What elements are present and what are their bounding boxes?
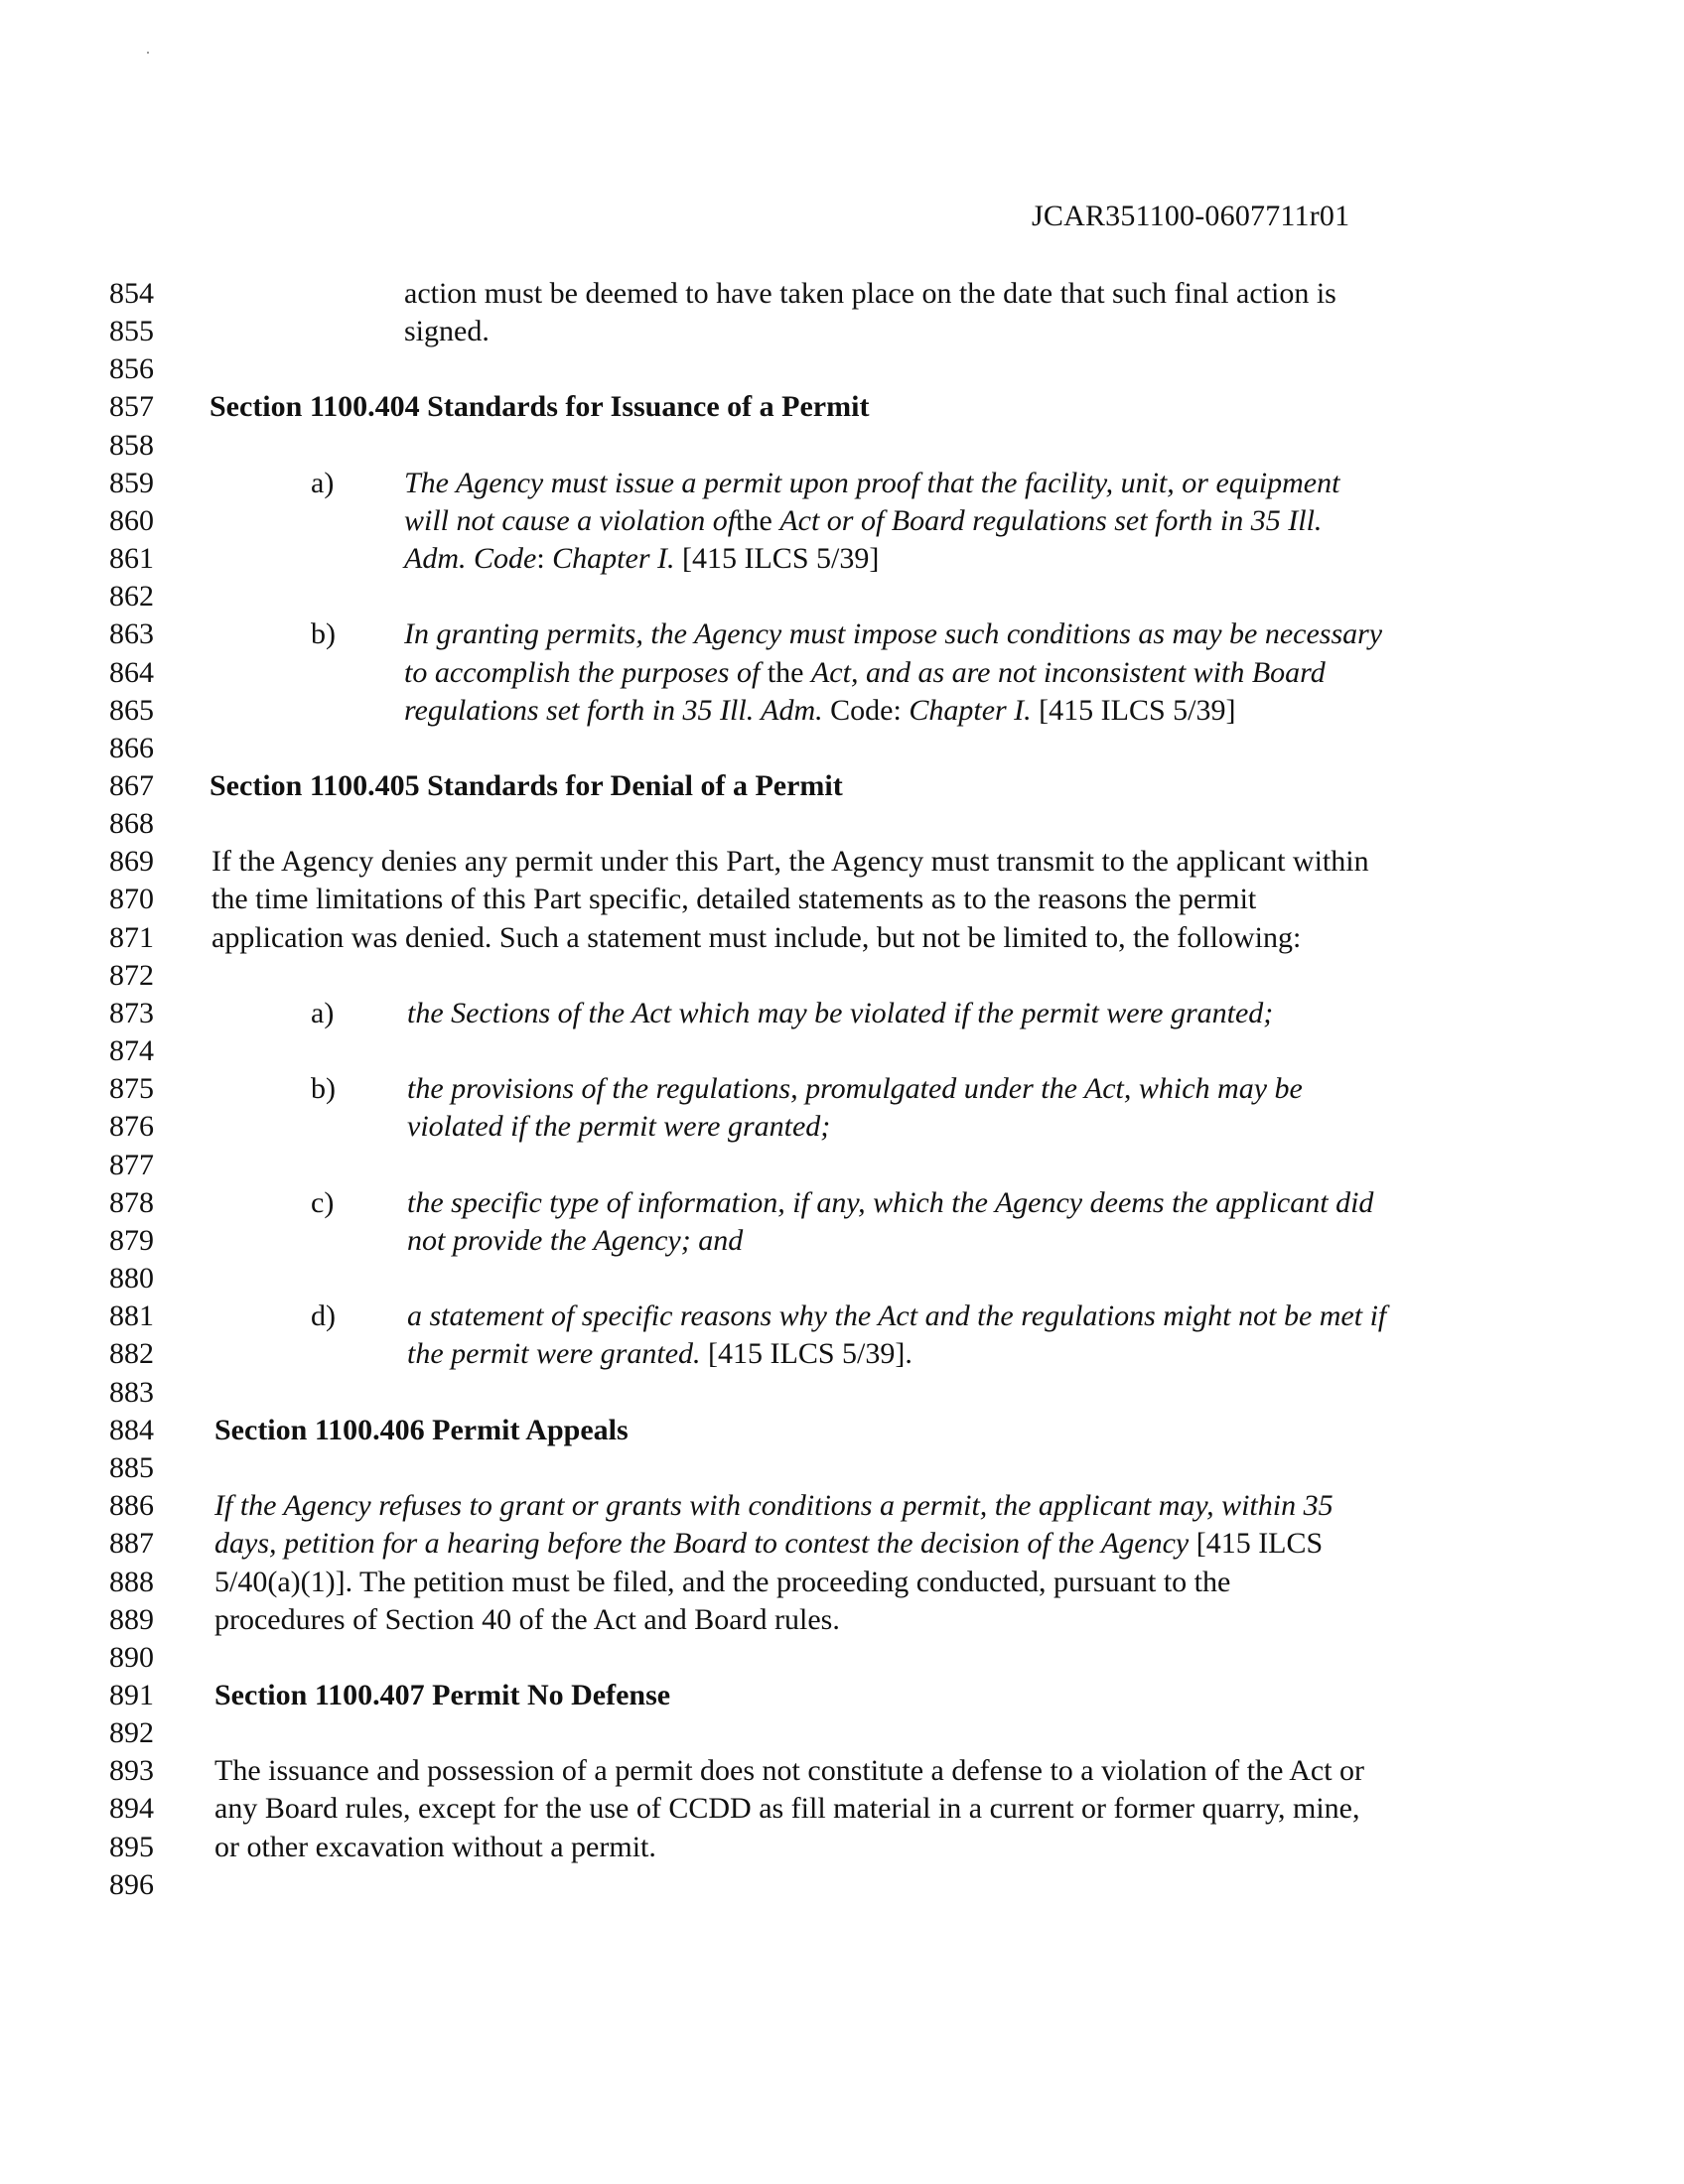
line-number: 880: [109, 1262, 154, 1295]
body-text: [214, 1564, 1230, 1601]
text-run: Section 1100.405 Standards for Denial of a Permit: [210, 769, 843, 802]
line-number: 895: [109, 1831, 154, 1863]
line-number: 871: [109, 921, 154, 954]
line-number: 870: [109, 883, 154, 915]
section-heading: [210, 388, 869, 426]
line-number: 888: [109, 1566, 154, 1598]
line-number: 872: [109, 959, 154, 992]
line-number: 885: [109, 1451, 154, 1484]
text-run: the: [736, 504, 780, 537]
body-text: [211, 919, 1301, 957]
line-number: 863: [109, 617, 154, 650]
text-line: [0, 578, 1684, 615]
list-marker: b): [311, 617, 336, 650]
body-text: [214, 1487, 1333, 1525]
line-number: 879: [109, 1224, 154, 1257]
text-line: [0, 1525, 1684, 1563]
body-text: [211, 881, 1256, 918]
text-run: the specific type of information, if any, which the Agency deems the applicant did: [407, 1186, 1374, 1219]
scan-speck: [147, 52, 149, 54]
document-id: JCAR351100-0607711r01: [1032, 200, 1350, 232]
line-number: 856: [109, 352, 154, 385]
body-text: [407, 1222, 743, 1260]
text-line: [0, 1752, 1684, 1790]
line-number: 867: [109, 769, 154, 802]
text-run: a statement of specific reasons why the Act and the regulations might not be met if: [407, 1299, 1387, 1332]
line-number: 887: [109, 1527, 154, 1560]
text-line: [0, 654, 1684, 692]
text-run: application was denied. Such a statement must include, but not be limited to, the following:: [211, 921, 1302, 954]
body-text: [407, 1070, 1303, 1108]
text-run: any Board rules, except for the use of CCDD as fill material in a current or former quarry, mine,: [214, 1792, 1360, 1825]
text-run: Act, and as are not inconsistent with Board: [810, 656, 1326, 689]
body-text: [404, 502, 1322, 540]
text-run: signed.: [404, 315, 490, 347]
line-number: 896: [109, 1868, 154, 1901]
line-number: 873: [109, 997, 154, 1029]
text-run: [415 ILCS 5/39].: [700, 1337, 912, 1370]
body-text: [407, 995, 1273, 1032]
text-line: [0, 805, 1684, 843]
text-line: [0, 957, 1684, 995]
text-line: [0, 1335, 1684, 1373]
text-run: the Sections of the Act which may be violated if the permit were granted;: [407, 997, 1274, 1029]
section-heading: [214, 1677, 670, 1714]
text-line: [0, 1564, 1684, 1601]
line-number: 869: [109, 845, 154, 878]
text-run: Section 1100.407 Permit No Defense: [214, 1679, 671, 1711]
line-number: 881: [109, 1299, 154, 1332]
text-run: [415 ILCS: [1189, 1527, 1324, 1560]
text-run: days, petition for a hearing before the Board to contest the decision of the Agency: [214, 1527, 1190, 1560]
text-run: If the Agency denies any permit under this Part, the Agency must transmit to the applicant within: [211, 845, 1369, 878]
text-run: Section 1100.406 Permit Appeals: [214, 1414, 629, 1446]
body-text: [214, 1829, 656, 1866]
list-marker: b): [311, 1072, 336, 1105]
text-run: violated if the permit were granted;: [407, 1110, 831, 1143]
list-marker: a): [311, 997, 335, 1029]
text-line: [0, 615, 1684, 653]
line-number: 874: [109, 1034, 154, 1067]
line-number: 865: [109, 694, 154, 727]
text-run: 5/40(a)(1)]. The petition must be filed, and the proceeding conducted, pursuant to the: [214, 1566, 1231, 1598]
text-line: [0, 1866, 1684, 1904]
line-number: 868: [109, 807, 154, 840]
text-line: [0, 1032, 1684, 1070]
text-line: [0, 388, 1684, 426]
text-run: The Agency must issue a permit upon proof that the facility, unit, or equipment: [404, 467, 1340, 499]
body-text: [404, 540, 879, 578]
text-run: regulations set forth in 35 Ill. Adm.: [404, 694, 823, 727]
text-line: [0, 1147, 1684, 1184]
text-line: [0, 881, 1684, 918]
body-text: [214, 1601, 840, 1639]
text-line: [0, 540, 1684, 578]
text-line: [0, 275, 1684, 313]
line-number: 884: [109, 1414, 154, 1446]
text-run: Act or of Board regulations set forth in 35 Ill.: [779, 504, 1323, 537]
text-line: [0, 1601, 1684, 1639]
body-text: [404, 615, 1382, 653]
text-line: [0, 995, 1684, 1032]
text-run: action must be deemed to have taken place on the date that such final action is: [404, 277, 1336, 310]
body-text: [407, 1297, 1386, 1335]
body-text: [214, 1790, 1360, 1828]
body-text: [404, 275, 1336, 313]
text-line: [0, 1639, 1684, 1677]
line-number: 889: [109, 1603, 154, 1636]
text-run: Adm. Code: [404, 542, 537, 575]
line-number: 864: [109, 656, 154, 689]
text-line: [0, 1449, 1684, 1487]
text-line: [0, 1790, 1684, 1828]
text-run: [415 ILCS 5/39]: [1031, 694, 1236, 727]
text-line: [0, 1108, 1684, 1146]
text-run: [415 ILCS 5/39]: [674, 542, 880, 575]
text-run: Chapter I.: [909, 694, 1032, 727]
text-run: the time limitations of this Part specific, detailed statements as to the reasons the permit: [211, 883, 1257, 915]
text-line: [0, 730, 1684, 767]
text-line: [0, 1260, 1684, 1297]
list-marker: c): [311, 1186, 335, 1219]
line-number: 877: [109, 1149, 154, 1181]
line-number: 876: [109, 1110, 154, 1143]
text-line: [0, 692, 1684, 730]
text-line: [0, 1184, 1684, 1222]
text-line: [0, 1297, 1684, 1335]
body-text: [407, 1335, 912, 1373]
text-line: [0, 1677, 1684, 1714]
list-marker: a): [311, 467, 335, 499]
body-text: [407, 1108, 830, 1146]
text-run: In granting permits, the Agency must impose such conditions as may be necessary: [404, 617, 1383, 650]
line-number: 861: [109, 542, 154, 575]
text-run: Chapter I.: [552, 542, 675, 575]
line-number: 882: [109, 1337, 154, 1370]
line-number: 883: [109, 1376, 154, 1409]
line-number: 886: [109, 1489, 154, 1522]
list-marker: d): [311, 1299, 336, 1332]
text-line: [0, 767, 1684, 805]
text-run: The issuance and possession of a permit does not constitute a defense to a violation of the Act or: [214, 1754, 1365, 1787]
text-line: [0, 465, 1684, 502]
text-line: [0, 350, 1684, 388]
text-line: [0, 1070, 1684, 1108]
text-line: [0, 427, 1684, 465]
text-line: [0, 313, 1684, 350]
text-run: not provide the Agency; and: [407, 1224, 744, 1257]
text-line: [0, 919, 1684, 957]
body-text: [404, 465, 1339, 502]
text-run: will not cause a violation of: [404, 504, 737, 537]
text-line: [0, 843, 1684, 881]
text-run: procedures of Section 40 of the Act and Board rules.: [214, 1603, 840, 1636]
text-line: [0, 1412, 1684, 1449]
text-run: or other excavation without a permit.: [214, 1831, 656, 1863]
section-heading: [210, 767, 843, 805]
text-line: [0, 1374, 1684, 1412]
body-text: [404, 313, 490, 350]
line-number: 891: [109, 1679, 154, 1711]
text-run: Code:: [822, 694, 910, 727]
line-number: 859: [109, 467, 154, 499]
line-number: 854: [109, 277, 154, 310]
body-text: [404, 654, 1326, 692]
line-number: 866: [109, 732, 154, 764]
line-number: 878: [109, 1186, 154, 1219]
text-line: [0, 1487, 1684, 1525]
text-run: :: [536, 542, 553, 575]
body-text: [404, 692, 1236, 730]
line-number: 875: [109, 1072, 154, 1105]
line-number: 860: [109, 504, 154, 537]
line-number: 857: [109, 390, 154, 423]
body-text: [214, 1752, 1364, 1790]
section-heading: [214, 1412, 629, 1449]
text-run: If the Agency refuses to grant or grants with conditions a permit, the applicant may, within 35: [214, 1489, 1333, 1522]
text-run: the provisions of the regulations, promulgated under the Act, which may be: [407, 1072, 1303, 1105]
line-number: 855: [109, 315, 154, 347]
text-run: the: [767, 656, 811, 689]
line-number: 890: [109, 1641, 154, 1674]
text-line: [0, 1829, 1684, 1866]
line-number: 892: [109, 1716, 154, 1749]
text-line: [0, 1222, 1684, 1260]
text-run: the permit were granted.: [407, 1337, 701, 1370]
body-text: [214, 1525, 1323, 1563]
line-number: 862: [109, 580, 154, 613]
body-text: [407, 1184, 1373, 1222]
text-line: [0, 1714, 1684, 1752]
text-line: [0, 502, 1684, 540]
line-number: 894: [109, 1792, 154, 1825]
line-number: 893: [109, 1754, 154, 1787]
body-text: [211, 843, 1369, 881]
text-run: Section 1100.404 Standards for Issuance of a Permit: [210, 390, 870, 423]
line-number: 858: [109, 429, 154, 462]
text-run: to accomplish the purposes of: [404, 656, 768, 689]
